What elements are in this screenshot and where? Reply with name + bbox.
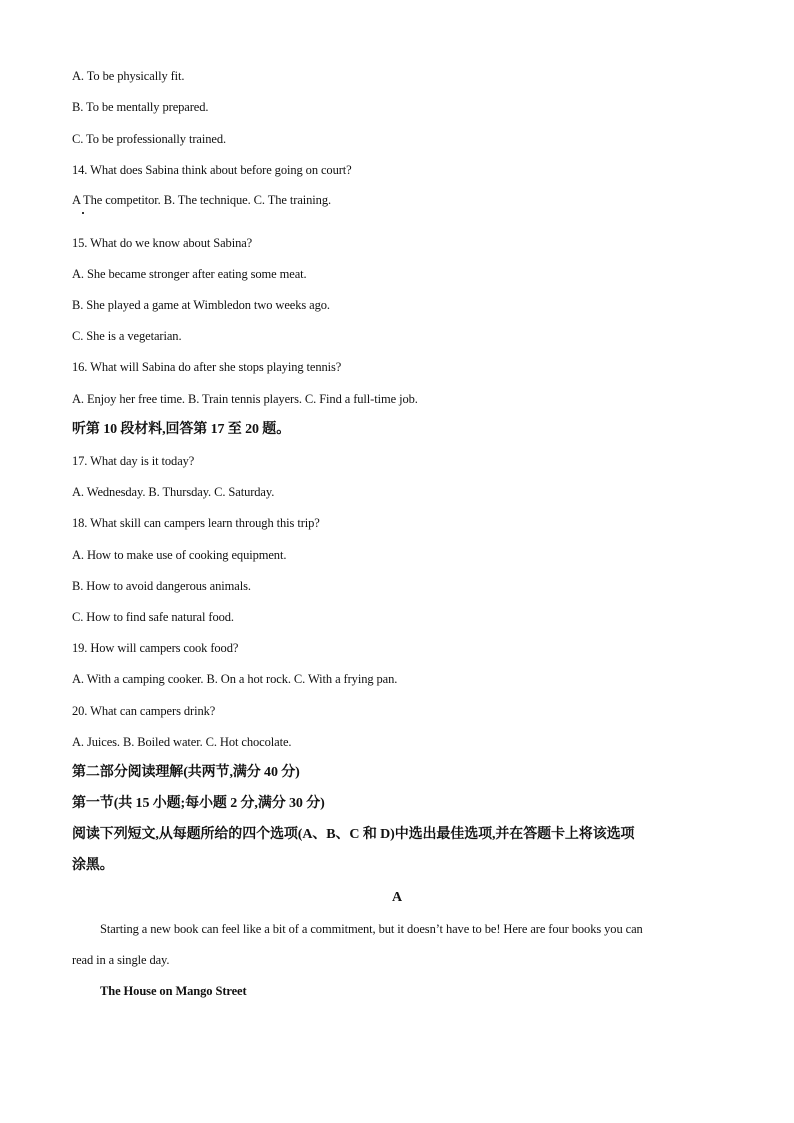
passage-a-para1-line2: read in a single day. bbox=[72, 953, 170, 967]
q17-question: 17. What day is it today? bbox=[72, 454, 195, 468]
q17-options: A. Wednesday. B. Thursday. C. Saturday. bbox=[72, 485, 275, 499]
section10-header: 听第 10 段材料,回答第 17 至 20 题。 bbox=[72, 422, 291, 437]
q13-option-a: A. To be physically fit. bbox=[72, 69, 185, 83]
q19-options: A. With a camping cooker. B. On a hot rock. C. With a frying pan. bbox=[72, 672, 398, 686]
passage-a-para1-line1: Starting a new book can feel like a bit of a commitment, but it doesn’t have to be! Here are four books you can bbox=[100, 922, 643, 936]
q16-options: A. Enjoy her free time. B. Train tennis players. C. Find a full-time job. bbox=[72, 392, 418, 406]
q14-question: 14. What does Sabina think about before going on court? bbox=[72, 163, 352, 177]
q15-option-a: A. She became stronger after eating some meat. bbox=[72, 267, 307, 281]
q14-options: A The competitor. B. The technique. C. The training. bbox=[72, 193, 331, 207]
stray-dot bbox=[82, 212, 84, 214]
part2-instruction-line1: 阅读下列短文,从每题所给的四个选项(A、B、C 和 D)中选出最佳选项,并在答题卡上将该选项 bbox=[72, 827, 635, 842]
q16-question: 16. What will Sabina do after she stops playing tennis? bbox=[72, 360, 342, 374]
part2-section1: 第一节(共 15 小题;每小题 2 分,满分 30 分) bbox=[72, 796, 325, 811]
q13-option-b: B. To be mentally prepared. bbox=[72, 100, 209, 114]
part2-instruction-line2: 涂黑。 bbox=[72, 858, 114, 873]
q18-option-c: C. How to find safe natural food. bbox=[72, 610, 234, 624]
q18-question: 18. What skill can campers learn through this trip? bbox=[72, 516, 320, 530]
q20-question: 20. What can campers drink? bbox=[72, 704, 216, 718]
q18-option-a: A. How to make use of cooking equipment. bbox=[72, 548, 287, 562]
q15-option-c: C. She is a vegetarian. bbox=[72, 329, 182, 343]
passage-a-label: A bbox=[391, 890, 403, 905]
q13-option-c: C. To be professionally trained. bbox=[72, 132, 226, 146]
q15-question: 15. What do we know about Sabina? bbox=[72, 236, 253, 250]
q18-option-b: B. How to avoid dangerous animals. bbox=[72, 579, 251, 593]
q20-options: A. Juices. B. Boiled water. C. Hot chocolate. bbox=[72, 735, 292, 749]
q15-option-b: B. She played a game at Wimbledon two weeks ago. bbox=[72, 298, 330, 312]
part2-title: 第二部分阅读理解(共两节,满分 40 分) bbox=[72, 765, 300, 780]
book1-title: The House on Mango Street bbox=[100, 984, 247, 998]
q19-question: 19. How will campers cook food? bbox=[72, 641, 239, 655]
